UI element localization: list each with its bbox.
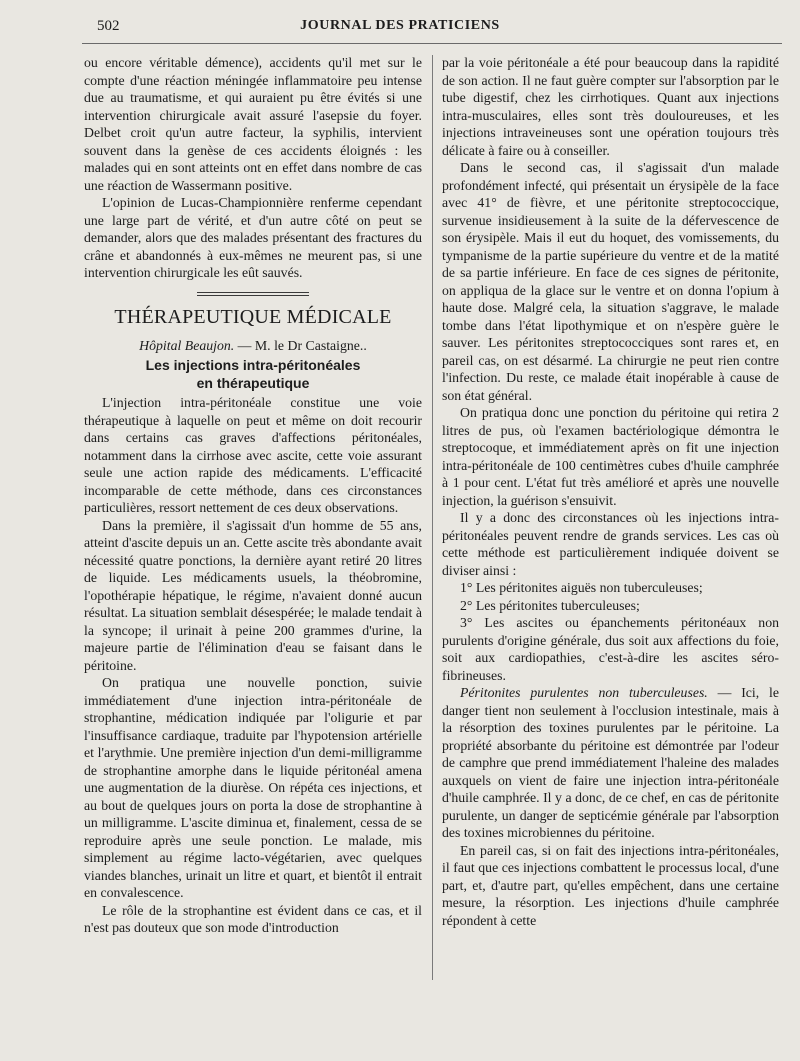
list-item: 2° Les péritonites tuberculeuses; <box>460 597 640 613</box>
purulent-text: — Ici, le danger tient non seulement à l'occlusion intestinale, mais à la résorption des toxines purulentes par le péritoine. La propriété absorbante du péritoine est démontrée par l'odeur de camphre que prend immédiatement l'haleine des malades auxquels on vient de faire une injection intra-péritonéale d'huile camphrée. Il y a donc, de ce chef, en cas de péritonite purulente, un danger de septicémie générale par l'absorption des toxines microbiennes du péritoine. <box>442 685 779 840</box>
paragraph-second-case-treatment: On pratiqua donc une ponction du péritoine qui retira 2 litres de pus, où l'examen bactériologique démontra le streptocoque, et immédiatement après on fit une injection intra-péritonéale de 100 centimètres cubes d'huile camphrée à 1 pour cent. L'état fut très amélioré et après une nouvelle injection, la guérison s'ensuivit. <box>442 405 779 508</box>
paragraph-continuation-right: par la voie péritonéale a été pour beaucoup dans la rapidité de son action. Il ne faut guère compter sur l'absorption par le tube digestif, chez les cirrhotiques. Quant aux injections intra-musculaires, elles sont très douloureuses, et les injections intraveineuses sont une opération toujours très délicate à faire ou à conseiller. <box>442 55 779 158</box>
paragraph-circumstances: Il y a donc des circonstances où les injections intra-péritonéales peuvent rendre de grands services. Les cas où cette méthode est particulièrement indiquée doivent se diviser ainsi : <box>442 510 779 578</box>
article-title <box>84 356 422 392</box>
header-rule <box>82 43 782 44</box>
page-number: 502 <box>97 18 120 34</box>
paragraph-lucas-championniere: L'opinion de Lucas-Championnière renferme cependant une large part de vérité, et d'un autre côté on peut se demander, alors que des malades présentant des fractures du crâne et abandonnés à eux-mêmes ne meurent pas, si une intervention chirurgicale les eût sauvés. <box>84 195 422 280</box>
paragraph-first-case-treatment: On pratiqua une nouvelle ponction, suivie immédiatement d'une injection intra-péritonéale de strophantine, médication indiquée par l'oligurie et par l'insuffisance cardiaque, traduite par l'hypotension artérielle et l'arythmie. Une première injection d'un demi-milligramme de strophantine amorphe dans le liquide péritonéal amena une augmentation de la diurèse. On répéta ces injections, et au bout de quelques jours on porta la dose de strophantine à un milligramme. L'ascite diminua et, finalement, cessa de se reproduire après une seule ponction. Le malade, mis simplement au régime lacto-végétarien, avec quelques viandes blanches, urinait un litre et quart, et bientôt il entrait en convalescence. <box>84 675 422 900</box>
hospital-name: Hôpital Beaujon. <box>139 337 235 353</box>
author-name: — M. le Dr Castaigne.. <box>237 337 367 353</box>
left-column <box>84 54 422 937</box>
hospital-byline <box>84 337 422 355</box>
paragraph-intro: L'injection intra-péritonéale constitue une voie thérapeutique à laquelle on peut et même on doit recourir dans certains cas graves d'affections péritonéales, notamment dans la cirrhose avec ascite, cette voie assurant seule une action rapide des médicaments. L'efficacité incomparable de cette méthode, dans ces circonstances particulières, ressort nettement de ces deux observations. <box>84 395 422 515</box>
article-title-line-2: en thérapeutique <box>196 375 310 391</box>
paragraph-final: En pareil cas, si on fait des injections intra-péritonéales, il faut que ces injections combattent le processus local, d'une part, et, d'autre part, qu'elles empêchent, dans une certaine mesure, la résorption. Les injections d'huile camphrée répondent à cette <box>442 842 779 928</box>
subheading-purulent: Péritonites purulentes non tuberculeuses. <box>460 685 708 700</box>
paragraph-purulent-peritonitis <box>442 684 779 842</box>
paragraph-strophantine-role: Le rôle de la strophantine est évident dans ce cas, et il n'est pas douteux que son mode d'introduction <box>84 902 422 935</box>
paragraph-continuation: ou encore véritable démence), accidents qu'il met sur le compte d'une réaction méningée inflammatoire peu intense due au traumatisme, et qui auraient pu être évités si une intervention chirurgicale avait assuré l'asepsie du foyer. Delbet croit qu'un autre facteur, la syphilis, intervient souvent dans la genèse de ces accidents éloignés : les malades qui en sont atteints ont en effet dans nombre de cas une réaction de Wassermann positive. <box>84 55 422 193</box>
list-item: 1° Les péritonites aiguës non tuberculeuses; <box>460 580 703 595</box>
article-title-line-1: Les injections intra-péritonéales <box>145 357 361 373</box>
column-divider <box>432 55 433 980</box>
list-item: 3° Les ascites ou épanchements péritonéaux non purulents d'origine générale, dus soit aux affections du foie, soit aux cardiopathies, c'est-à-dire les ascites séro-fibrineuses. <box>442 615 779 683</box>
paragraph-first-case: Dans la première, il s'agissait d'un homme de 55 ans, atteint d'ascite depuis un an. Cette ascite très abondante avait nécessité quatre ponctions, la dernière ayant retiré 20 litres de liquide. Les médicaments usuels, la théobromine, l'opothérapie hépatique, le régime, n'avaient donné aucun résultat. La situation semblait désespérée; le malade tendait à la syncope; il urinait à peine 200 grammes d'urine, la majeure partie de l'élimination d'eau se faisant dans le péritoine. <box>84 517 422 673</box>
running-head: JOURNAL DES PRATICIENS <box>300 18 500 33</box>
section-title: THÉRAPEUTIQUE MÉDICALE <box>114 305 392 328</box>
section-separator <box>197 292 309 296</box>
right-column <box>442 54 779 929</box>
paragraph-second-case: Dans le second cas, il s'agissait d'un malade profondément infecté, qui présentait un érysipèle de la face avec 41° de fièvre, et une péritonite streptococcique, survenue insidieusement à la suite de la défervescence de son érysipèle. Mais il eut du hoquet, des vomissements, du tympanisme de la partie supérieure du ventre et de la matité de sa partie inférieure. En face de ces signes de péritonite, on appliqua de la glace sur le ventre et on donna l'opium à haute dose. Malgré cela, la situation s'aggrave, le malade tombe dans l'état lipothymique et on n'espère guère le sauver. Les péritonites streptococciques sont rares et, en pareil cas, on est désarmé. La chirurgie ne peut rien contre l'infection. Du reste, ce malade était inopérable à cause de son état général. <box>442 160 779 403</box>
